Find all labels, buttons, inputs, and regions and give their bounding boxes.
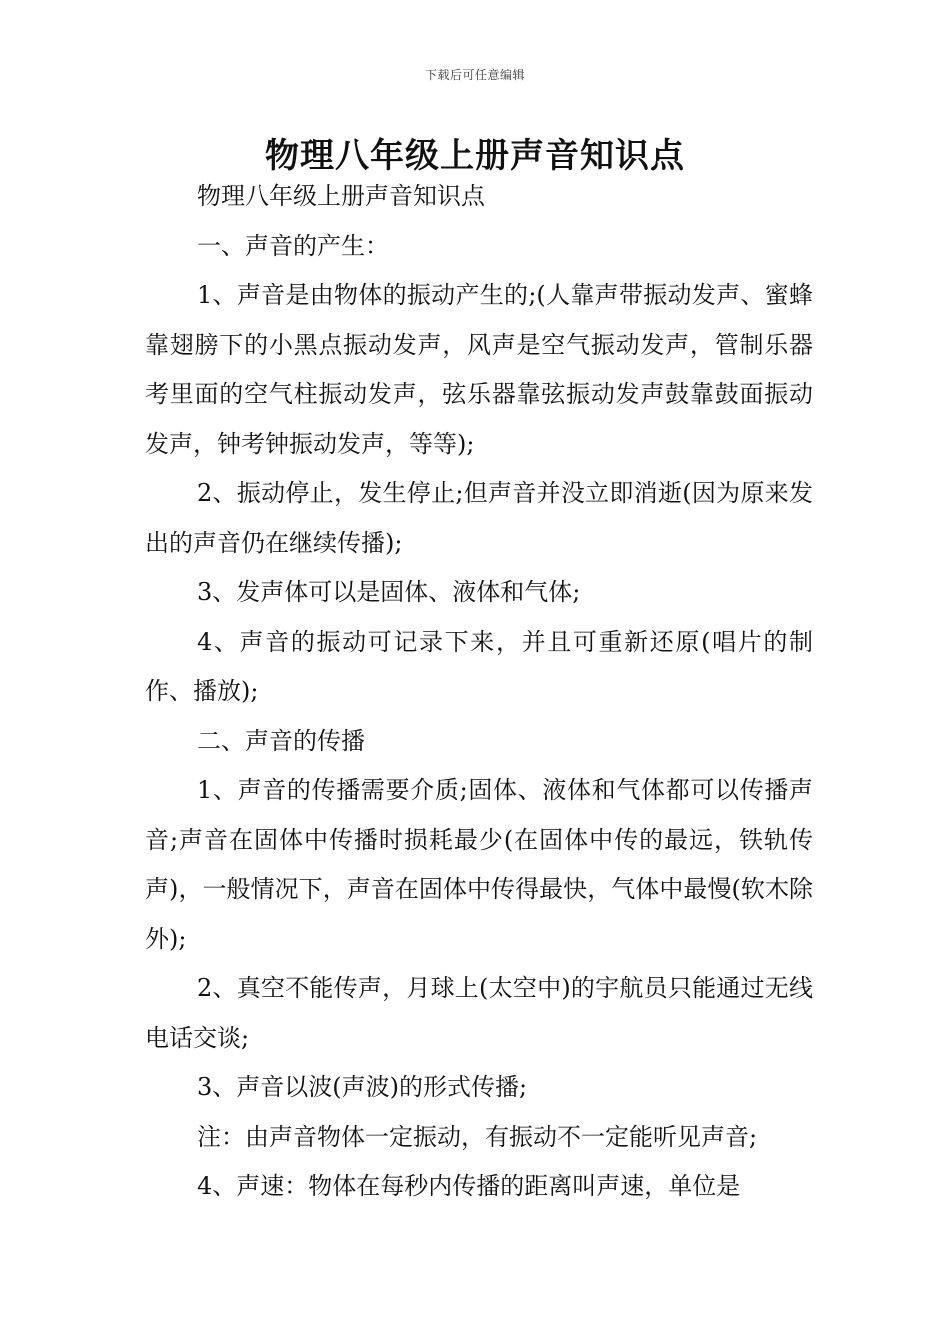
heading-sound-propagation: 二、声音的传播 [197, 726, 365, 755]
paragraph-note: 注：由声音物体一定振动，有振动不一定能听见声音; [197, 1122, 758, 1151]
document-body [145, 172, 813, 1212]
header-note: 下载后可任意编辑 [424, 68, 525, 82]
paragraph-propagation-3: 3、声音以波(声波)的形式传播; [197, 1073, 528, 1101]
paragraph-propagation-1: 1、声音的传播需要介质;固体、液体和气体都可以传播声音;声音在固体中传播时损耗最少(在固体中传的最远，铁轨传声)，一般情况下，声音在固体中传得最快，气体中最慢(软木除外); [145, 776, 813, 953]
paragraph-production-2: 2、振动停止，发生停止;但声音并没立即消逝(因为原来发出的声音仍在继续传播); [145, 479, 813, 557]
paragraph-production-4: 4、声音的振动可记录下来，并且可重新还原(唱片的制作、播放); [145, 627, 813, 705]
heading-sound-production: 一、声音的产生： [197, 231, 389, 260]
document-title: 物理八年级上册声音知识点 [265, 136, 685, 176]
paragraph-production-1: 1、声音是由物体的振动产生的;(人靠声带振动发声、蜜蜂靠翅膀下的小黑点振动发声，风声是空气振动发声，管制乐器考里面的空气柱振动发声，弦乐器靠弦振动发声鼓靠鼓面振动发声，钟考钟振动发声，等等); [145, 281, 813, 458]
paragraph-propagation-4: 4、声速：物体在每秒内传播的距离叫声速，单位是 [197, 1172, 741, 1200]
paragraph-propagation-2: 2、真空不能传声，月球上(太空中)的宇航员只能通过无线电话交谈; [145, 974, 813, 1052]
paragraph-production-3: 3、发声体可以是固体、液体和气体; [197, 578, 581, 606]
paragraph-subtitle: 物理八年级上册声音知识点 [197, 182, 485, 210]
